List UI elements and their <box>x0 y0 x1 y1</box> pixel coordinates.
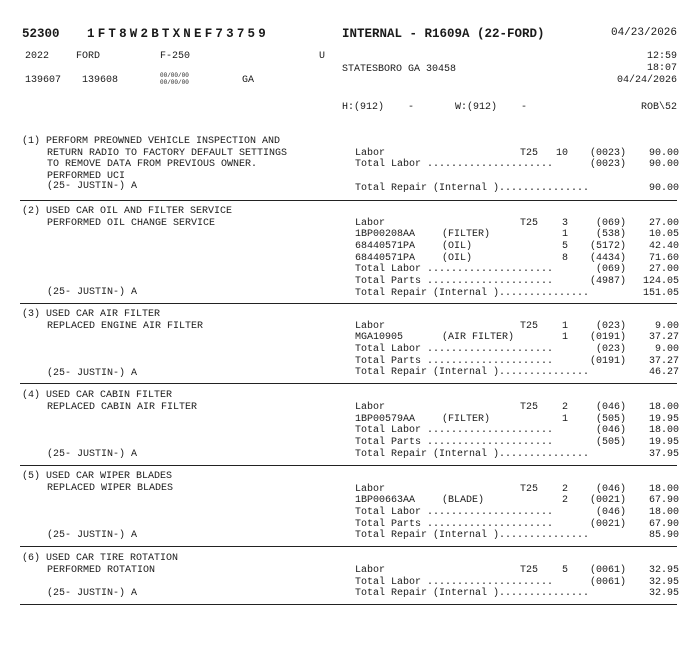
ro-date: 04/23/2026 <box>610 27 677 39</box>
line-cost-code: (046) <box>595 425 626 437</box>
line-description: Total Parts ..................... <box>355 355 554 367</box>
line-part-desc: (BLADE) <box>442 495 485 507</box>
section-title: (3) USED CAR AIR FILTER <box>22 309 161 320</box>
line-description: Labor <box>355 147 386 159</box>
line-amount: 90.00 <box>648 182 679 194</box>
line-quantity: 1 <box>561 413 568 425</box>
line-item <box>355 414 679 426</box>
line-description: MGA10905 <box>355 332 404 344</box>
technician: (25- JUSTIN-) A <box>47 286 138 298</box>
line-cost-code: (069) <box>595 217 626 229</box>
line-item <box>355 148 679 160</box>
line-item <box>355 402 679 414</box>
line-amount: 67.90 <box>648 518 679 530</box>
line-tech-code: T25 <box>520 217 539 229</box>
time-1: 12:59 <box>646 51 677 62</box>
line-amount: 9.00 <box>654 343 679 355</box>
section-description: RETURN RADIO TO FACTORY DEFAULT SETTINGS TO REMOVE DATA FROM PREVIOUS OWNER. PERFORMED UCI <box>47 147 288 183</box>
line-quantity: 1 <box>561 332 568 344</box>
section-divider <box>20 546 677 547</box>
line-quantity: 5 <box>561 565 568 576</box>
line-quantity: 3 <box>561 217 568 229</box>
line-amount: 71.60 <box>648 252 679 264</box>
line-amount: 37.27 <box>648 355 679 367</box>
line-amount: 32.95 <box>648 588 679 600</box>
line-item <box>355 276 679 288</box>
line-tech-code: T25 <box>520 320 539 332</box>
line-item <box>355 264 679 276</box>
line-item <box>355 565 679 577</box>
line-tech-code: T25 <box>520 147 539 159</box>
line-description: Total Repair (Internal )............... <box>355 588 590 600</box>
line-cost-code: (046) <box>595 483 626 495</box>
line-amount: 27.00 <box>648 217 679 229</box>
line-description: Total Labor ..................... <box>355 343 554 355</box>
line-item <box>355 288 679 300</box>
line-description: Labor <box>355 402 386 413</box>
section-description: REPLACED CABIN AIR FILTER <box>47 401 198 413</box>
technician: (25- JUSTIN-) A <box>47 448 138 460</box>
line-amount: 90.00 <box>648 147 679 159</box>
line-part-desc: (FILTER) <box>442 229 491 241</box>
line-item <box>355 241 679 253</box>
line-item <box>355 449 679 461</box>
line-cost-code: (046) <box>595 506 626 518</box>
line-cost-code: (023) <box>595 320 626 332</box>
line-quantity: 2 <box>561 495 568 507</box>
line-item <box>355 344 679 356</box>
line-amount: 27.00 <box>648 264 679 276</box>
line-amount: 42.40 <box>648 240 679 252</box>
line-tech-code: T25 <box>520 402 539 413</box>
stock-number-2: 139608 <box>82 75 119 86</box>
line-item <box>355 484 679 496</box>
line-item <box>355 332 679 344</box>
line-item <box>355 229 679 241</box>
line-description: Total Repair (Internal )............... <box>355 287 590 299</box>
line-description: Labor <box>355 483 386 495</box>
line-description: Total Labor ..................... <box>355 506 554 518</box>
work-phone: W:(912) - <box>455 102 528 113</box>
technician: (25- JUSTIN-) A <box>47 367 138 379</box>
line-tech-code: T25 <box>520 565 539 576</box>
line-item <box>355 159 679 171</box>
line-item <box>355 495 679 507</box>
section-divider <box>20 604 677 605</box>
line-item <box>355 321 679 333</box>
time-2: 18:07 <box>646 63 677 74</box>
line-amount: 19.95 <box>648 437 679 449</box>
line-description: Total Labor ..................... <box>355 264 554 276</box>
line-item <box>355 367 679 379</box>
line-cost-code: (505) <box>595 437 626 449</box>
line-item <box>355 530 679 542</box>
section-divider <box>20 303 677 304</box>
line-part-desc: (AIR FILTER) <box>442 332 515 344</box>
section-title: (1) PERFORM PREOWNED VEHICLE INSPECTION AND <box>22 136 281 147</box>
line-quantity: 1 <box>561 229 568 241</box>
line-description: Total Repair (Internal )............... <box>355 448 590 460</box>
line-amount: 32.95 <box>648 576 679 588</box>
line-quantity: 2 <box>561 402 568 413</box>
section-title: (4) USED CAR CABIN FILTER <box>22 390 173 401</box>
vin: 1FT8W2BTXNEF73759 <box>87 27 269 41</box>
line-item <box>355 507 679 519</box>
line-item <box>355 437 679 449</box>
line-part-desc: (OIL) <box>442 240 473 252</box>
line-cost-code: (0021) <box>589 518 626 530</box>
line-cost-code: (069) <box>595 264 626 276</box>
section-description: PERFORMED ROTATION <box>47 564 156 576</box>
line-item <box>355 253 679 265</box>
line-amount: 37.95 <box>648 448 679 460</box>
line-item <box>355 356 679 368</box>
line-description: Total Parts ..................... <box>355 518 554 530</box>
line-cost-code: (023) <box>595 343 626 355</box>
line-amount: 37.27 <box>648 332 679 344</box>
ro-number: 52300 <box>22 27 60 41</box>
line-description: 68440571PA <box>355 240 416 252</box>
technician: (25- JUSTIN-) A <box>47 587 138 599</box>
section-title: (6) USED CAR TIRE ROTATION <box>22 553 179 564</box>
line-description: Total Repair (Internal )............... <box>355 530 590 542</box>
line-part-desc: (FILTER) <box>442 413 491 425</box>
line-cost-code: (538) <box>595 229 626 241</box>
line-cost-code: (0023) <box>589 147 626 159</box>
line-description: Total Labor ..................... <box>355 425 554 437</box>
line-description: Labor <box>355 320 386 332</box>
line-quantity: 10 <box>555 147 568 159</box>
section-description: REPLACED ENGINE AIR FILTER <box>47 320 204 332</box>
stock-number-1: 139607 <box>25 75 62 86</box>
line-cost-code: (505) <box>595 413 626 425</box>
vehicle-make: FORD <box>76 51 101 62</box>
line-amount: 9.00 <box>654 320 679 332</box>
line-amount: 18.00 <box>648 425 679 437</box>
line-amount: 85.90 <box>648 530 679 542</box>
line-amount: 151.05 <box>642 287 679 299</box>
dealer-location: STATESBORO GA 30458 <box>342 64 457 75</box>
line-cost-code: (0061) <box>589 565 626 576</box>
tiny-date-2: 00/00/00 <box>160 79 189 86</box>
line-amount: 124.05 <box>642 276 679 287</box>
section-divider <box>20 383 677 384</box>
line-amount: 32.95 <box>648 565 679 576</box>
section-divider <box>20 200 677 201</box>
line-description: 68440571PA <box>355 252 416 264</box>
line-description: 1BP00663AA <box>355 495 416 507</box>
line-part-desc: (OIL) <box>442 252 473 264</box>
line-amount: 19.95 <box>648 413 679 425</box>
line-quantity: 2 <box>561 483 568 495</box>
line-item <box>355 425 679 437</box>
line-cost-code: (4434) <box>589 252 626 264</box>
line-description: Total Parts ..................... <box>355 437 554 449</box>
line-amount: 90.00 <box>648 159 679 171</box>
line-quantity: 1 <box>561 320 568 332</box>
line-amount: 10.05 <box>648 229 679 241</box>
section-description: PERFORMED OIL CHANGE SERVICE <box>47 217 216 229</box>
line-description: Total Labor ..................... <box>355 159 554 171</box>
vehicle-year: 2022 <box>25 51 50 62</box>
date-2: 04/24/2026 <box>616 75 677 86</box>
vehicle-model: F-250 <box>160 51 191 62</box>
service-advisor: ROB\52 <box>640 102 677 113</box>
document-title: INTERNAL - R1609A (22-FORD) <box>342 27 545 41</box>
line-item <box>355 171 679 183</box>
line-cost-code: (0191) <box>589 332 626 344</box>
line-item <box>355 588 679 600</box>
line-quantity: 5 <box>561 240 568 252</box>
line-cost-code: (0021) <box>589 495 626 507</box>
line-item <box>355 218 679 230</box>
tiny-date-1: 00/00/00 <box>160 72 189 79</box>
line-quantity: 8 <box>561 252 568 264</box>
line-amount: 18.00 <box>648 506 679 518</box>
home-phone: H:(912) - <box>342 102 415 113</box>
line-description: Total Parts ..................... <box>355 276 554 287</box>
line-cost-code: (0191) <box>589 355 626 367</box>
line-amount: 67.90 <box>648 495 679 507</box>
line-cost-code: (0061) <box>589 576 626 588</box>
section-description: REPLACED WIPER BLADES <box>47 482 174 494</box>
line-description: Labor <box>355 217 386 229</box>
line-description: 1BP00579AA <box>355 413 416 425</box>
technician: (25- JUSTIN-) A <box>47 180 138 192</box>
line-cost-code: (4987) <box>589 276 626 287</box>
section-title: (2) USED CAR OIL AND FILTER SERVICE <box>22 206 233 217</box>
technician: (25- JUSTIN-) A <box>47 530 138 541</box>
section-title: (5) USED CAR WIPER BLADES <box>22 471 173 482</box>
line-cost-code: (5172) <box>589 240 626 252</box>
line-description: Total Repair (Internal )............... <box>355 367 590 379</box>
line-cost-code: (0023) <box>589 159 626 171</box>
line-description: 1BP00208AA <box>355 229 416 241</box>
line-tech-code: T25 <box>520 483 539 495</box>
line-amount: 18.00 <box>648 402 679 413</box>
line-description: Labor <box>355 565 386 576</box>
line-amount: 46.27 <box>648 367 679 379</box>
state: GA <box>242 75 255 86</box>
line-item <box>355 183 679 195</box>
line-item <box>355 577 679 589</box>
line-amount: 18.00 <box>648 483 679 495</box>
section-divider <box>20 465 677 466</box>
code-u: U <box>319 51 326 62</box>
line-cost-code: (046) <box>595 402 626 413</box>
line-description: Total Repair (Internal )............... <box>355 182 590 194</box>
line-description: Total Labor ..................... <box>355 576 554 588</box>
line-item <box>355 519 679 531</box>
